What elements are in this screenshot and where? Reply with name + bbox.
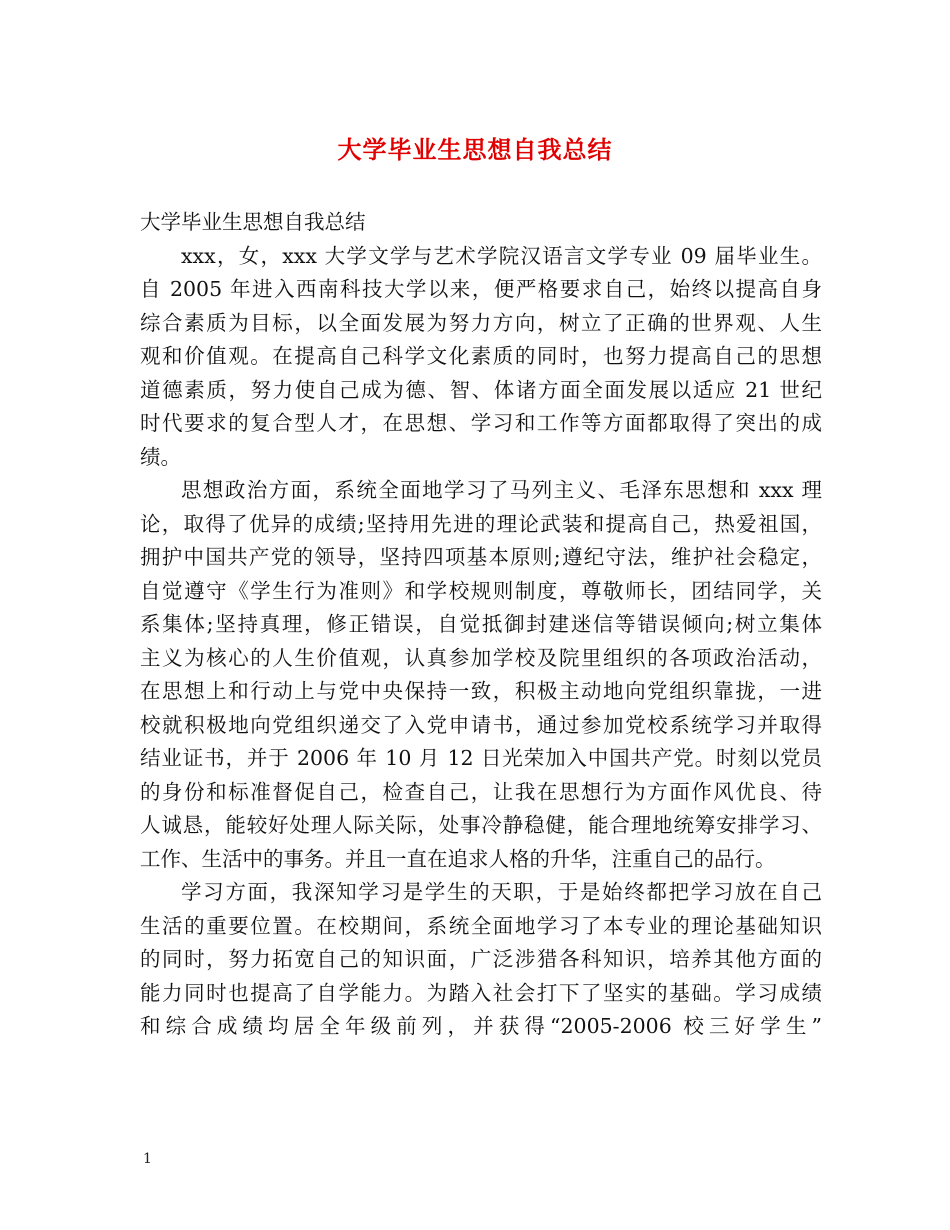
text-line: 拥护中国共产党的领导，坚持四项基本原则;遵纪守法，维护社会稳定， [140,545,822,569]
document-body [140,206,822,1044]
text-line: 结业证书，并于 2006 年 10 月 12 日光荣加入中国共产党。时刻以党员 [140,746,822,770]
text-line: 系集体;坚持真理，修正错误，自觉抵御封建迷信等错误倾向;树立集体 [140,612,822,636]
text-line: 和综合成绩均居全年级前列，并获得“2005-2006 校三好学生” [140,1014,822,1038]
text-line: 自 2005 年进入西南科技大学以来，便严格要求自己，始终以提高自身 [140,277,822,301]
text-line: 时代要求的复合型人才，在思想、学习和工作等方面都取得了突出的成 [140,411,822,435]
document-subtitle: 大学毕业生思想自我总结 [140,210,366,234]
text-line: 综合素质为目标，以全面发展为努力方向，树立了正确的世界观、人生 [140,310,822,335]
page-number: 1 [143,1151,152,1167]
text-line: 学习方面，我深知学习是学生的天职，于是始终都把学习放在自己 [181,880,822,904]
text-line: 思想政治方面，系统全面地学习了马列主义、毛泽东思想和 xxx 理 [181,478,822,502]
text-line: 生活的重要位置。在校期间，系统全面地学习了本专业的理论基础知识 [140,913,822,938]
paragraph-intro [140,240,822,475]
text-line: 工作、生活中的事务。并且一直在追求人格的升华，注重自己的品行。 [140,846,776,871]
text-line: xxx，女，xxx 大学文学与艺术学院汉语言文学专业 09 届毕业生。 [181,243,822,268]
paragraph-study [140,876,822,1044]
text-line: 能力同时也提高了自学能力。为踏入社会打下了坚实的基础。学习成绩 [140,980,822,1005]
text-line: 观和价值观。在提高自己科学文化素质的同时，也努力提高自己的思想 [140,344,822,368]
text-line: 的同时，努力拓宽自己的知识面，广泛涉猎各科知识，培养其他方面的 [140,947,822,971]
text-line: 人诚恳，能较好处理人际关际，处事冷静稳健，能合理地统筹安排学习、 [140,813,822,837]
text-line: 道德素质，努力使自己成为德、智、体诸方面全面发展以适应 21 世纪 [140,377,822,402]
text-line: 在思想上和行动上与党中央保持一致，积极主动地向党组织靠拢，一进 [140,679,822,703]
text-line: 主义为核心的人生价值观，认真参加学校及院里组织的各项政治活动， [140,645,822,670]
text-line: 自觉遵守《学生行为准则》和学校规则制度，尊敬师长，团结同学，关 [140,578,822,603]
text-line: 绩。 [140,444,181,469]
text-line: 校就积极地向党组织递交了入党申请书，通过参加党校系统学习并取得 [140,712,822,737]
text-line: 的身份和标准督促自己，检查自己，让我在思想行为方面作风优良、待 [140,779,822,804]
paragraph-politics [140,474,822,876]
text-line: 论，取得了优异的成绩;坚持用先进的理论武装和提高自己，热爱祖国， [140,511,822,536]
document-title: 大学毕业生思想自我总结 [337,135,613,164]
